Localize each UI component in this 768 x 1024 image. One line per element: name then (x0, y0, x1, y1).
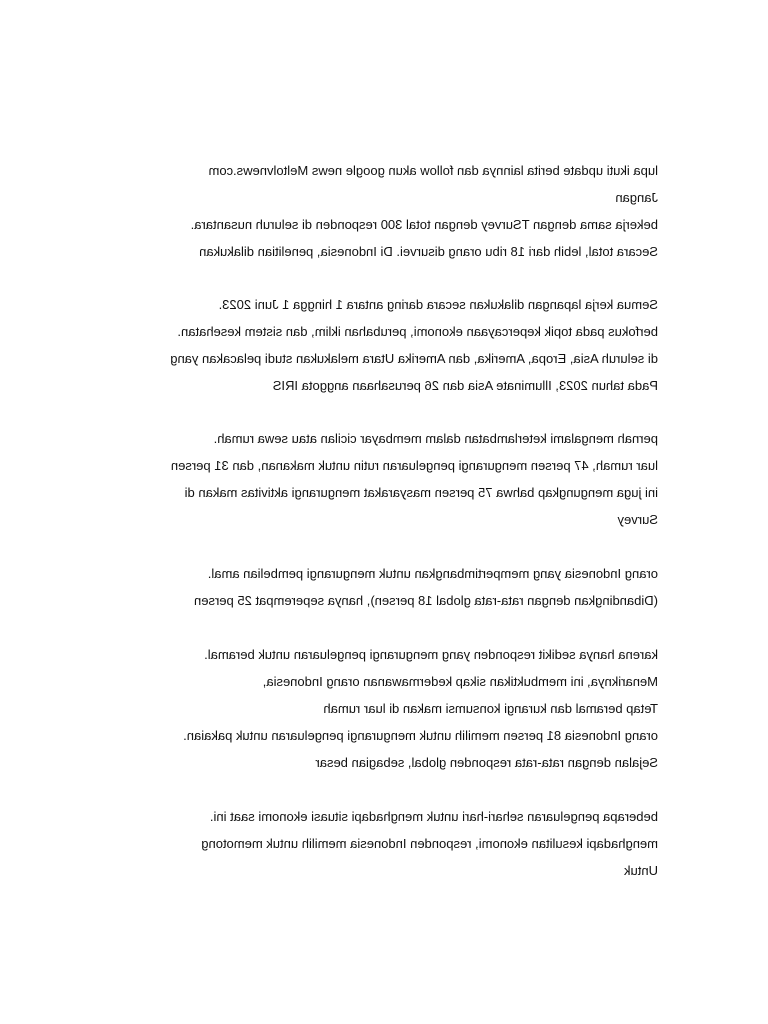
text-line: Semua kerja lapangan dilakukan secara daring antara 1 hingga 1 Juni 2023. (218, 297, 658, 312)
text-line: Sejalan dengan rata-rata responden global, sebagian besar (315, 755, 658, 770)
text-line: ini juga mengungkap bahwa 75 persen masyarakat mengurangi aktivitas makan di (184, 485, 658, 500)
text-line: (Dibandingkan dengan rata-rata global 18 persen), hanya seperempat 25 persen (194, 593, 658, 608)
text-line: di seluruh Asia, Eropa, Amerika, dan Amerika Utara melakukan studi pelacakan yang (170, 351, 658, 366)
text-line: orang Indonesia yang mempertimbangkan untuk mengurangi pembelian amal. (207, 566, 658, 581)
text-line: Secara total, lebih dari 18 ribu orang disurvei. Di Indonesia, penelitian dilakukan (199, 244, 658, 259)
text-line: Menariknya, ini membuktikan sikap kedermawanan orang Indonesia, (262, 674, 658, 689)
text-line: orang Indonesia 81 persen memilih untuk mengurangi pengeluaran untuk pakaian. (183, 728, 658, 743)
text-line: Tetap beramal dan kurangi konsumsi makan di luar rumah (323, 701, 658, 716)
text-line: lupa ikuti update berita lainnya dan follow akun google news Meltolvnews.com (208, 163, 658, 178)
text-line: Jangan (615, 190, 658, 205)
text-line: luar rumah, 47 persen mengurangi pengeluaran rutin untuk makanan, dan 31 persen (170, 458, 658, 473)
text-line: bekerja sama dengan TSurvey dengan total 300 responden di seluruh nusantara. (190, 217, 658, 232)
text-line: menghadapi kesulitan ekonomi, responden Indonesia memilih untuk memotong (201, 836, 658, 851)
text-line: Pada tahun 2023, Illuminate Asia dan 26 perusahaan anggota IRIS (272, 378, 658, 393)
text-line: Untuk (624, 863, 658, 878)
text-line: karena hanya sedikit responden yang mengurangi pengeluaran untuk beramal. (204, 647, 658, 662)
text-line: Survey (617, 512, 658, 527)
text-line: pernah mengalami keterlambatan dalam membayar cicilan atau sewa rumah. (213, 431, 658, 446)
text-line: berfokus pada topik kepercayaan ekonomi, perubahan iklim, dan sistem kesehatan. (177, 324, 658, 339)
text-line: beberapa pengeluaran sehari-hari untuk menghadapi situasi ekonomi saat ini. (209, 809, 658, 824)
